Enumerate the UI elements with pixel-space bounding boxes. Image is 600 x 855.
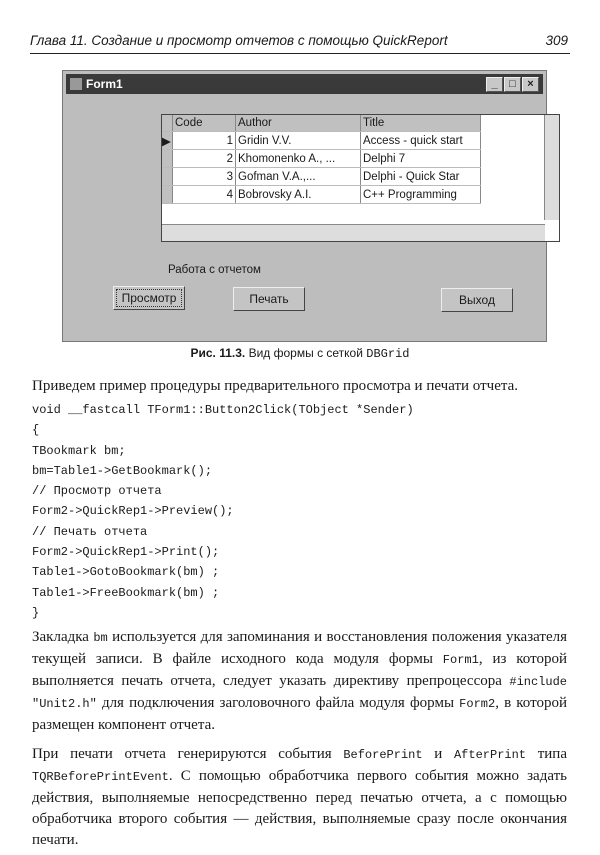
maximize-button[interactable]: □: [504, 77, 521, 92]
body-text: [32, 376, 567, 851]
table-row[interactable]: [162, 150, 481, 168]
cell[interactable]: Khomonenko A., ...: [236, 150, 361, 168]
cell[interactable]: Delphi - Quick Star: [361, 168, 481, 186]
minimize-button[interactable]: _: [486, 77, 503, 92]
preview-button[interactable]: Просмотр: [113, 286, 185, 310]
cell[interactable]: 1: [173, 132, 236, 150]
code-line: }: [32, 605, 40, 620]
code-line: Table1->FreeBookmark(bm) ;: [32, 585, 220, 600]
code-line: // Просмотр отчета: [32, 484, 162, 499]
code-line: void __fastcall TForm1::Button2Click(TObject *Sender): [32, 403, 414, 417]
paragraph-print-events: При печати отчета генерируются события BeforePrint и AfterPrint типа TQRBeforePrintEvent. С помощью обработчика первого события можно задать действия, выполняемые непосредственно перед печатью отчета, а с помощью обработчика второго события — действия, выполняемые сразу после окончания печати.: [32, 746, 567, 849]
column-header[interactable]: Code: [173, 115, 236, 132]
cell[interactable]: Gofman V.A.,...: [236, 168, 361, 186]
chapter-title: Глава 11. Создание и просмотр отчетов с помощью QuickReport: [30, 33, 448, 48]
form-screenshot: [62, 70, 547, 342]
cell[interactable]: Bobrovsky A.I.: [236, 186, 361, 204]
cell[interactable]: Access - quick start: [361, 132, 481, 150]
cell[interactable]: 4: [173, 186, 236, 204]
app-icon: [70, 78, 82, 90]
code-line: bm=Table1->GetBookmark();: [32, 463, 213, 478]
row-pointer-icon: ▶: [162, 132, 173, 150]
horizontal-scrollbar[interactable]: [162, 224, 545, 241]
running-header: [30, 33, 570, 54]
code-line: TBookmark bm;: [32, 443, 126, 458]
paragraph-bookmark: Закладка bm используется для запоминания и восстановления положения указателя текущей записи. В файле исходного кода модуля формы Form1, из которой выполняется печать отчета, следует указать директиву препроцессора #include "Unit2.h" для подключения заголовочного файла модуля формы Form2, в которой размещен компонент отчета.: [32, 629, 568, 734]
exit-button[interactable]: Выход: [441, 288, 513, 312]
column-header[interactable]: Title: [361, 115, 481, 132]
cell[interactable]: C++ Programming: [361, 186, 481, 204]
code-line: Table1->GotoBookmark(bm) ;: [32, 565, 220, 580]
print-button[interactable]: Печать: [233, 287, 305, 311]
close-button[interactable]: ×: [522, 77, 539, 92]
table-row[interactable]: [162, 132, 481, 150]
code-line: Form2->QuickRep1->Preview();: [32, 504, 234, 519]
code-line: Form2->QuickRep1->Print();: [32, 545, 220, 560]
figure-caption: Рис. 11.3. Вид формы с сеткой DBGrid: [190, 346, 410, 361]
table-row[interactable]: [162, 186, 481, 204]
code-listing: [32, 400, 567, 623]
cell[interactable]: 3: [173, 168, 236, 186]
page-number: 309: [545, 33, 568, 48]
cell[interactable]: Delphi 7: [361, 150, 481, 168]
vertical-scrollbar[interactable]: [544, 115, 559, 220]
grid-header: [162, 115, 481, 132]
window-title: Form1: [86, 77, 123, 91]
window-titlebar: [66, 74, 543, 94]
cell[interactable]: 2: [173, 150, 236, 168]
code-line: {: [32, 423, 40, 438]
cell[interactable]: Gridin V.V.: [236, 132, 361, 150]
db-grid[interactable]: [161, 114, 560, 242]
column-header[interactable]: Author: [236, 115, 361, 132]
report-label: Работа с отчетом: [168, 264, 261, 276]
intro-text: Приведем пример процедуры предварительного просмотра и печати отчета.: [32, 378, 518, 394]
table-row[interactable]: [162, 168, 481, 186]
code-line: // Печать отчета: [32, 524, 148, 539]
